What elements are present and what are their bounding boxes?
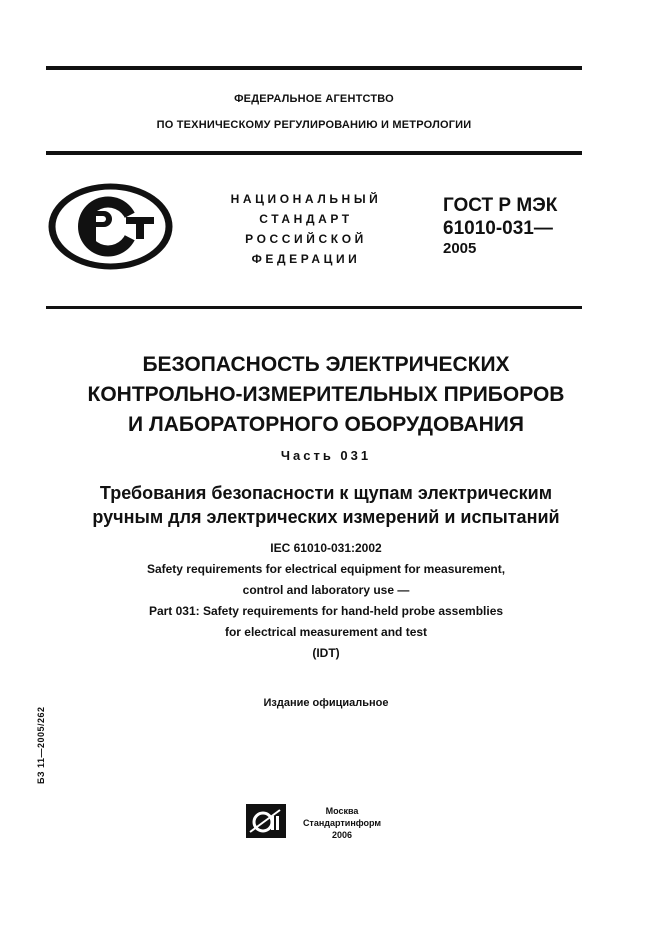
iec-line-2: Safety requirements for electrical equipment for measurement, [146, 562, 506, 576]
iec-line-1: IEC 61010-031:2002 [270, 541, 382, 555]
part-number: Часть 031 [280, 448, 372, 463]
iec-line-6: (IDT) [312, 646, 340, 660]
standard-code [443, 194, 603, 258]
publisher-info [292, 805, 392, 841]
publisher-year: 2006 [331, 830, 353, 840]
iec-line-5: for electrical measurement and test [224, 625, 428, 639]
agency-line-1: ФЕДЕРАЛЬНОЕ АГЕНТСТВО [234, 93, 394, 105]
section-rule [46, 306, 582, 309]
title-line-3: И ЛАБОРАТОРНОГО ОБОРУДОВАНИЯ [128, 413, 524, 436]
document-title [46, 350, 606, 440]
iec-reference [46, 538, 606, 664]
subtitle-line-1: Требования безопасности к щупам электрическим [99, 483, 553, 503]
edition-label: Издание официальное [263, 697, 389, 709]
top-rule [46, 66, 582, 70]
national-line-3: РОССИЙСКОЙ [245, 232, 367, 246]
national-line-1: НАЦИОНАЛЬНЫЙ [230, 192, 382, 206]
subtitle-line-2: ручным для электрических измерений и испытаний [92, 507, 560, 527]
rst-logo-icon [46, 181, 175, 272]
agency-line-2: ПО ТЕХНИЧЕСКОМУ РЕГУЛИРОВАНИЮ И МЕТРОЛОГИИ [156, 119, 472, 131]
national-line-4: ФЕДЕРАЦИИ [251, 252, 361, 266]
national-line-2: СТАНДАРТ [259, 212, 353, 226]
side-registration-note: БЗ 11—2005/262 [36, 706, 46, 784]
publisher-city: Москва [325, 806, 359, 816]
publisher-name: Стандартинформ [302, 818, 382, 828]
standartinform-logo-icon [246, 804, 286, 838]
national-standard-label [222, 189, 390, 269]
title-line-1: БЕЗОПАСНОСТЬ ЭЛЕКТРИЧЕСКИХ [142, 353, 510, 376]
document-subtitle [46, 481, 606, 529]
standard-year: 2005 [443, 240, 477, 257]
title-line-2: КОНТРОЛЬНО-ИЗМЕРИТЕЛЬНЫХ ПРИБОРОВ [87, 383, 565, 406]
header-rule [46, 151, 582, 155]
standard-code-line-2: 61010-031— [443, 218, 553, 239]
iec-line-4: Part 031: Safety requirements for hand-held probe assemblies [148, 604, 504, 618]
iec-line-3: control and laboratory use — [242, 583, 410, 597]
standard-code-line-1: ГОСТ Р МЭК [443, 195, 558, 216]
